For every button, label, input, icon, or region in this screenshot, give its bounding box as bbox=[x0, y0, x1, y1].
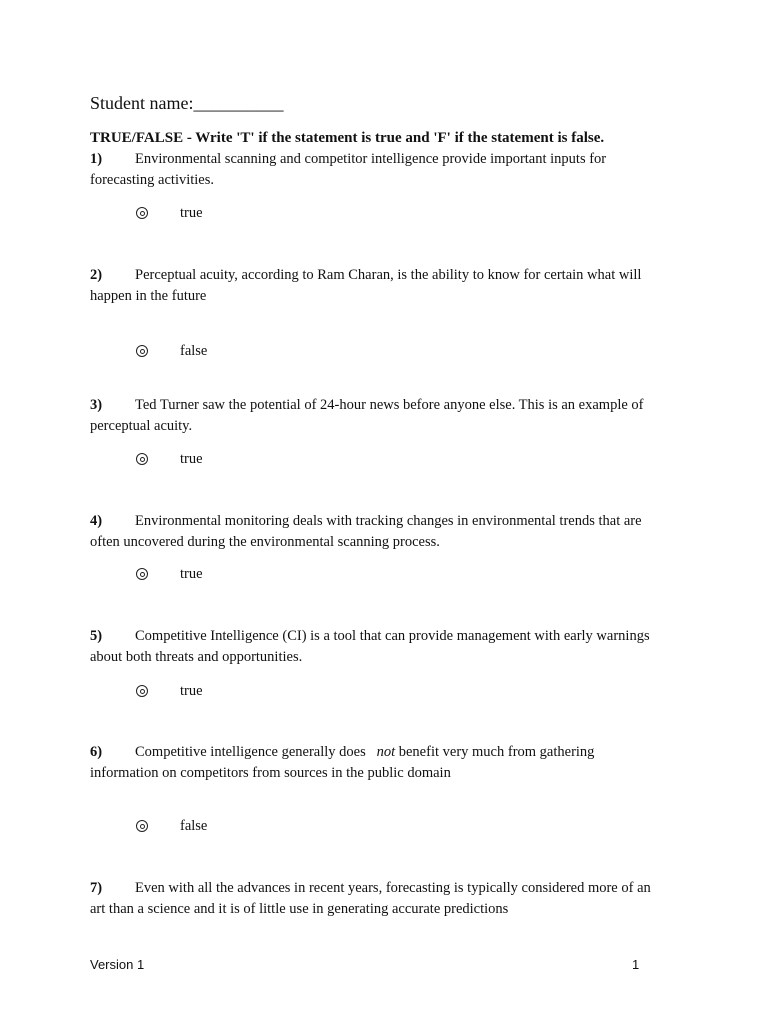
question-number: 4) bbox=[90, 513, 103, 529]
answer-option-3[interactable] bbox=[136, 449, 203, 469]
question-text: Environmental monitoring deals with tracking changes in environmental trends that are bbox=[135, 513, 642, 529]
question-text: Competitive intelligence generally does bbox=[135, 744, 366, 760]
question-number: 7) bbox=[90, 880, 103, 896]
question-number: 5) bbox=[90, 628, 103, 644]
question-text-cont: often uncovered during the environmental scanning process. bbox=[90, 534, 440, 550]
question-number: 6) bbox=[90, 744, 103, 760]
question-text-emphasis: not bbox=[376, 744, 396, 760]
question-7 bbox=[90, 878, 690, 920]
answer-option-6[interactable] bbox=[136, 816, 207, 836]
student-name-line: Student name:__________ bbox=[90, 93, 284, 113]
question-text-cont: happen in the future bbox=[90, 288, 207, 304]
radio-button-icon[interactable] bbox=[136, 345, 148, 357]
answer-option-5[interactable] bbox=[136, 681, 203, 701]
question-5 bbox=[90, 626, 690, 668]
footer-version: Version 1 bbox=[90, 957, 145, 972]
question-text-cont: information on competitors from sources in the public domain bbox=[90, 765, 451, 781]
radio-button-icon[interactable] bbox=[136, 820, 148, 832]
question-text: benefit very much from gathering bbox=[398, 744, 595, 760]
answer-label: false bbox=[180, 342, 208, 359]
question-4 bbox=[90, 511, 690, 553]
radio-button-icon[interactable] bbox=[136, 453, 148, 465]
question-number: 1) bbox=[90, 151, 103, 167]
question-text: Perceptual acuity, according to Ram Charan, is the ability to know for certain what will bbox=[135, 267, 642, 283]
answer-label: true bbox=[180, 450, 203, 467]
radio-button-icon[interactable] bbox=[136, 685, 148, 697]
answer-label: false bbox=[180, 817, 208, 834]
question-text-cont: about both threats and opportunities. bbox=[90, 649, 303, 665]
question-text: Competitive Intelligence (CI) is a tool that can provide management with early warnings bbox=[135, 628, 650, 644]
answer-option-2[interactable] bbox=[136, 341, 207, 361]
answer-label: true bbox=[180, 565, 203, 582]
answer-option-1[interactable] bbox=[136, 203, 203, 223]
instructions-heading: TRUE/FALSE - Write 'T' if the statement is true and 'F' if the statement is false. bbox=[90, 130, 605, 146]
question-text: Environmental scanning and competitor intelligence provide important inputs for bbox=[135, 151, 607, 167]
question-number: 2) bbox=[90, 267, 103, 283]
question-text-cont: art than a science and it is of little use in generating accurate predictions bbox=[90, 901, 509, 917]
question-text-cont: perceptual acuity. bbox=[90, 418, 193, 434]
question-text: Ted Turner saw the potential of 24-hour news before anyone else. This is an example of bbox=[135, 397, 644, 413]
question-text: Even with all the advances in recent years, forecasting is typically considered more of an bbox=[135, 880, 651, 896]
question-text-cont: forecasting activities. bbox=[90, 172, 215, 188]
question-6 bbox=[90, 742, 690, 784]
question-3 bbox=[90, 395, 690, 437]
answer-label: true bbox=[180, 682, 203, 699]
question-2 bbox=[90, 265, 690, 307]
question-1 bbox=[90, 149, 690, 191]
answer-option-4[interactable] bbox=[136, 564, 203, 584]
radio-button-icon[interactable] bbox=[136, 207, 148, 219]
radio-button-icon[interactable] bbox=[136, 568, 148, 580]
answer-label: true bbox=[180, 204, 203, 221]
question-number: 3) bbox=[90, 397, 103, 413]
footer-page-number: 1 bbox=[632, 957, 640, 972]
